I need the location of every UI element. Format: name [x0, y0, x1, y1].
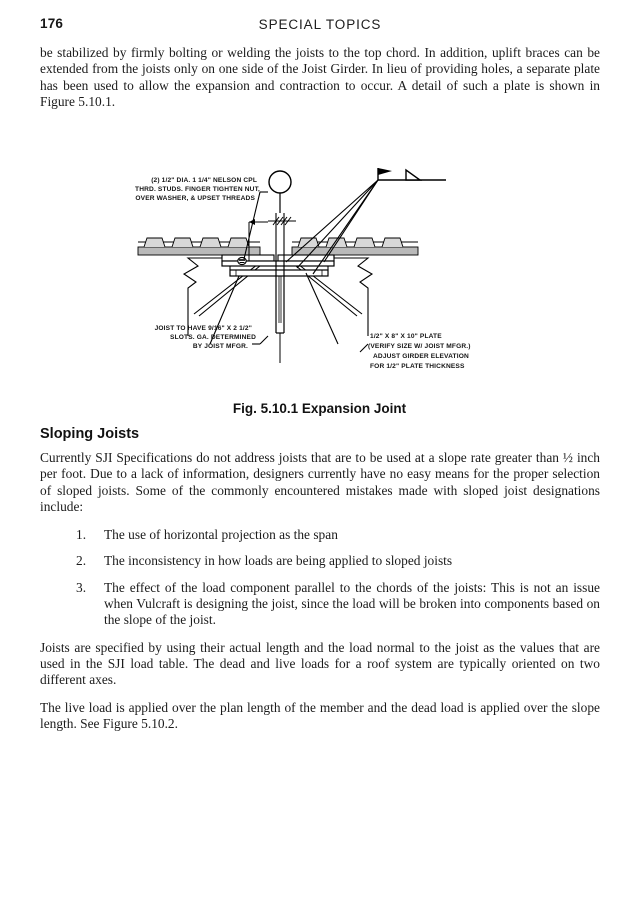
list-item-number: 3.: [76, 579, 87, 595]
annotation-joist-slots-line3: BY JOIST MFGR.: [192, 343, 248, 350]
annotation-nelson-studs-line2: THRD. STUDS. FINGER TIGHTEN NUT,: [135, 186, 260, 193]
running-head: [40, 16, 600, 36]
annotation-joist-slots-line2: SLOTS. GA. DETERMINED: [170, 334, 256, 341]
joist-top-chord-left: [222, 255, 274, 261]
metal-deck-left: [138, 238, 260, 255]
break-line-right: [334, 255, 372, 336]
figure-caption: Fig. 5.10.1 Expansion Joint: [232, 401, 407, 416]
list-item-text: The use of horizontal projection as the span: [104, 527, 338, 543]
closing-paragraph-1: Joists are specified by using their actual length and the load normal to the joist as the values that are used in the SJI load table. The dead and live loads for a roof system are typically oriented on two different axes.: [40, 639, 600, 688]
sloping-joists-intro: Currently SJI Specifications do not address joists that are to be used at a slope rate greater than ½ inch per foot. Due to a lack of information, designers currently have no easy means for the proper selection of sloped joists. Some of the commonly encountered mistakes made with sloped joist designations include:: [40, 450, 600, 514]
section-heading-sloping-joists: Sloping Joists: [40, 426, 140, 442]
annotation-joist-slots-line1: JOIST TO HAVE 9/16" X 2 1/2": [154, 325, 252, 332]
section-balloon: [269, 171, 291, 213]
annotation-plate-line2: (VERIFY SIZE W/ JOIST MFGR.): [368, 343, 471, 350]
list-item: [40, 580, 600, 629]
break-line-left: [184, 255, 222, 336]
annotation-nelson-studs-line3: OVER WASHER, & UPSET THREADS: [135, 195, 255, 202]
list-item-number: 2.: [76, 553, 87, 569]
leader-plate-note: [306, 273, 368, 352]
annotation-plate-line3: ADJUST GIRDER ELEVATION: [373, 353, 469, 360]
expansion-joint-detail-drawing: [110, 158, 530, 398]
annotation-nelson-studs: [135, 177, 260, 202]
intro-text-block: [40, 45, 600, 110]
annotation-plate-line4: FOR 1/2" PLATE THICKNESS: [370, 363, 465, 370]
list-item-text: The effect of the load component parallel to the chords of the joists: This is not an issue when Vulcraft is designing the joist, since the load will be broken into components based on the slope of the joist.: [104, 579, 600, 628]
list-item-text: The inconsistency in how loads are being applied to sloped joists: [104, 553, 453, 569]
joist-web-members-right: [290, 261, 362, 316]
annotation-nelson-studs-line1: (2) 1/2" DIA. 1 1/4" NELSON CPL: [151, 177, 257, 184]
weld-symbol: [378, 168, 446, 180]
list-item-number: 1.: [76, 527, 87, 543]
mistakes-list: [40, 527, 600, 628]
page-number: 176: [40, 16, 64, 31]
list-item: [40, 553, 600, 569]
list-item: [40, 527, 600, 543]
closing-paragraph-2: The live load is applied over the plan length of the member and the dead load is applied over the slope length. See Figure 5.10.2.: [40, 699, 600, 731]
annotation-plate: [368, 333, 471, 370]
sloping-joists-content: [40, 450, 600, 732]
intro-paragraph: be stabilized by firmly bolting or welding the joists to the top chord. In addition, uplift braces can be extended from the joists only on one side of the Joist Girder. In lieu of providing holes, a separate plate has been used to allow the expansion and contraction to occur. A detail of such a plate is shown in Figure 5.10.1.: [40, 45, 600, 109]
stud-nut-washer-detail: [238, 257, 246, 264]
annotation-plate-line1: 1/2" X 8" X 10" PLATE: [370, 333, 442, 340]
chapter-title: SPECIAL TOPICS: [258, 17, 382, 32]
annotation-joist-slots: [155, 325, 257, 350]
